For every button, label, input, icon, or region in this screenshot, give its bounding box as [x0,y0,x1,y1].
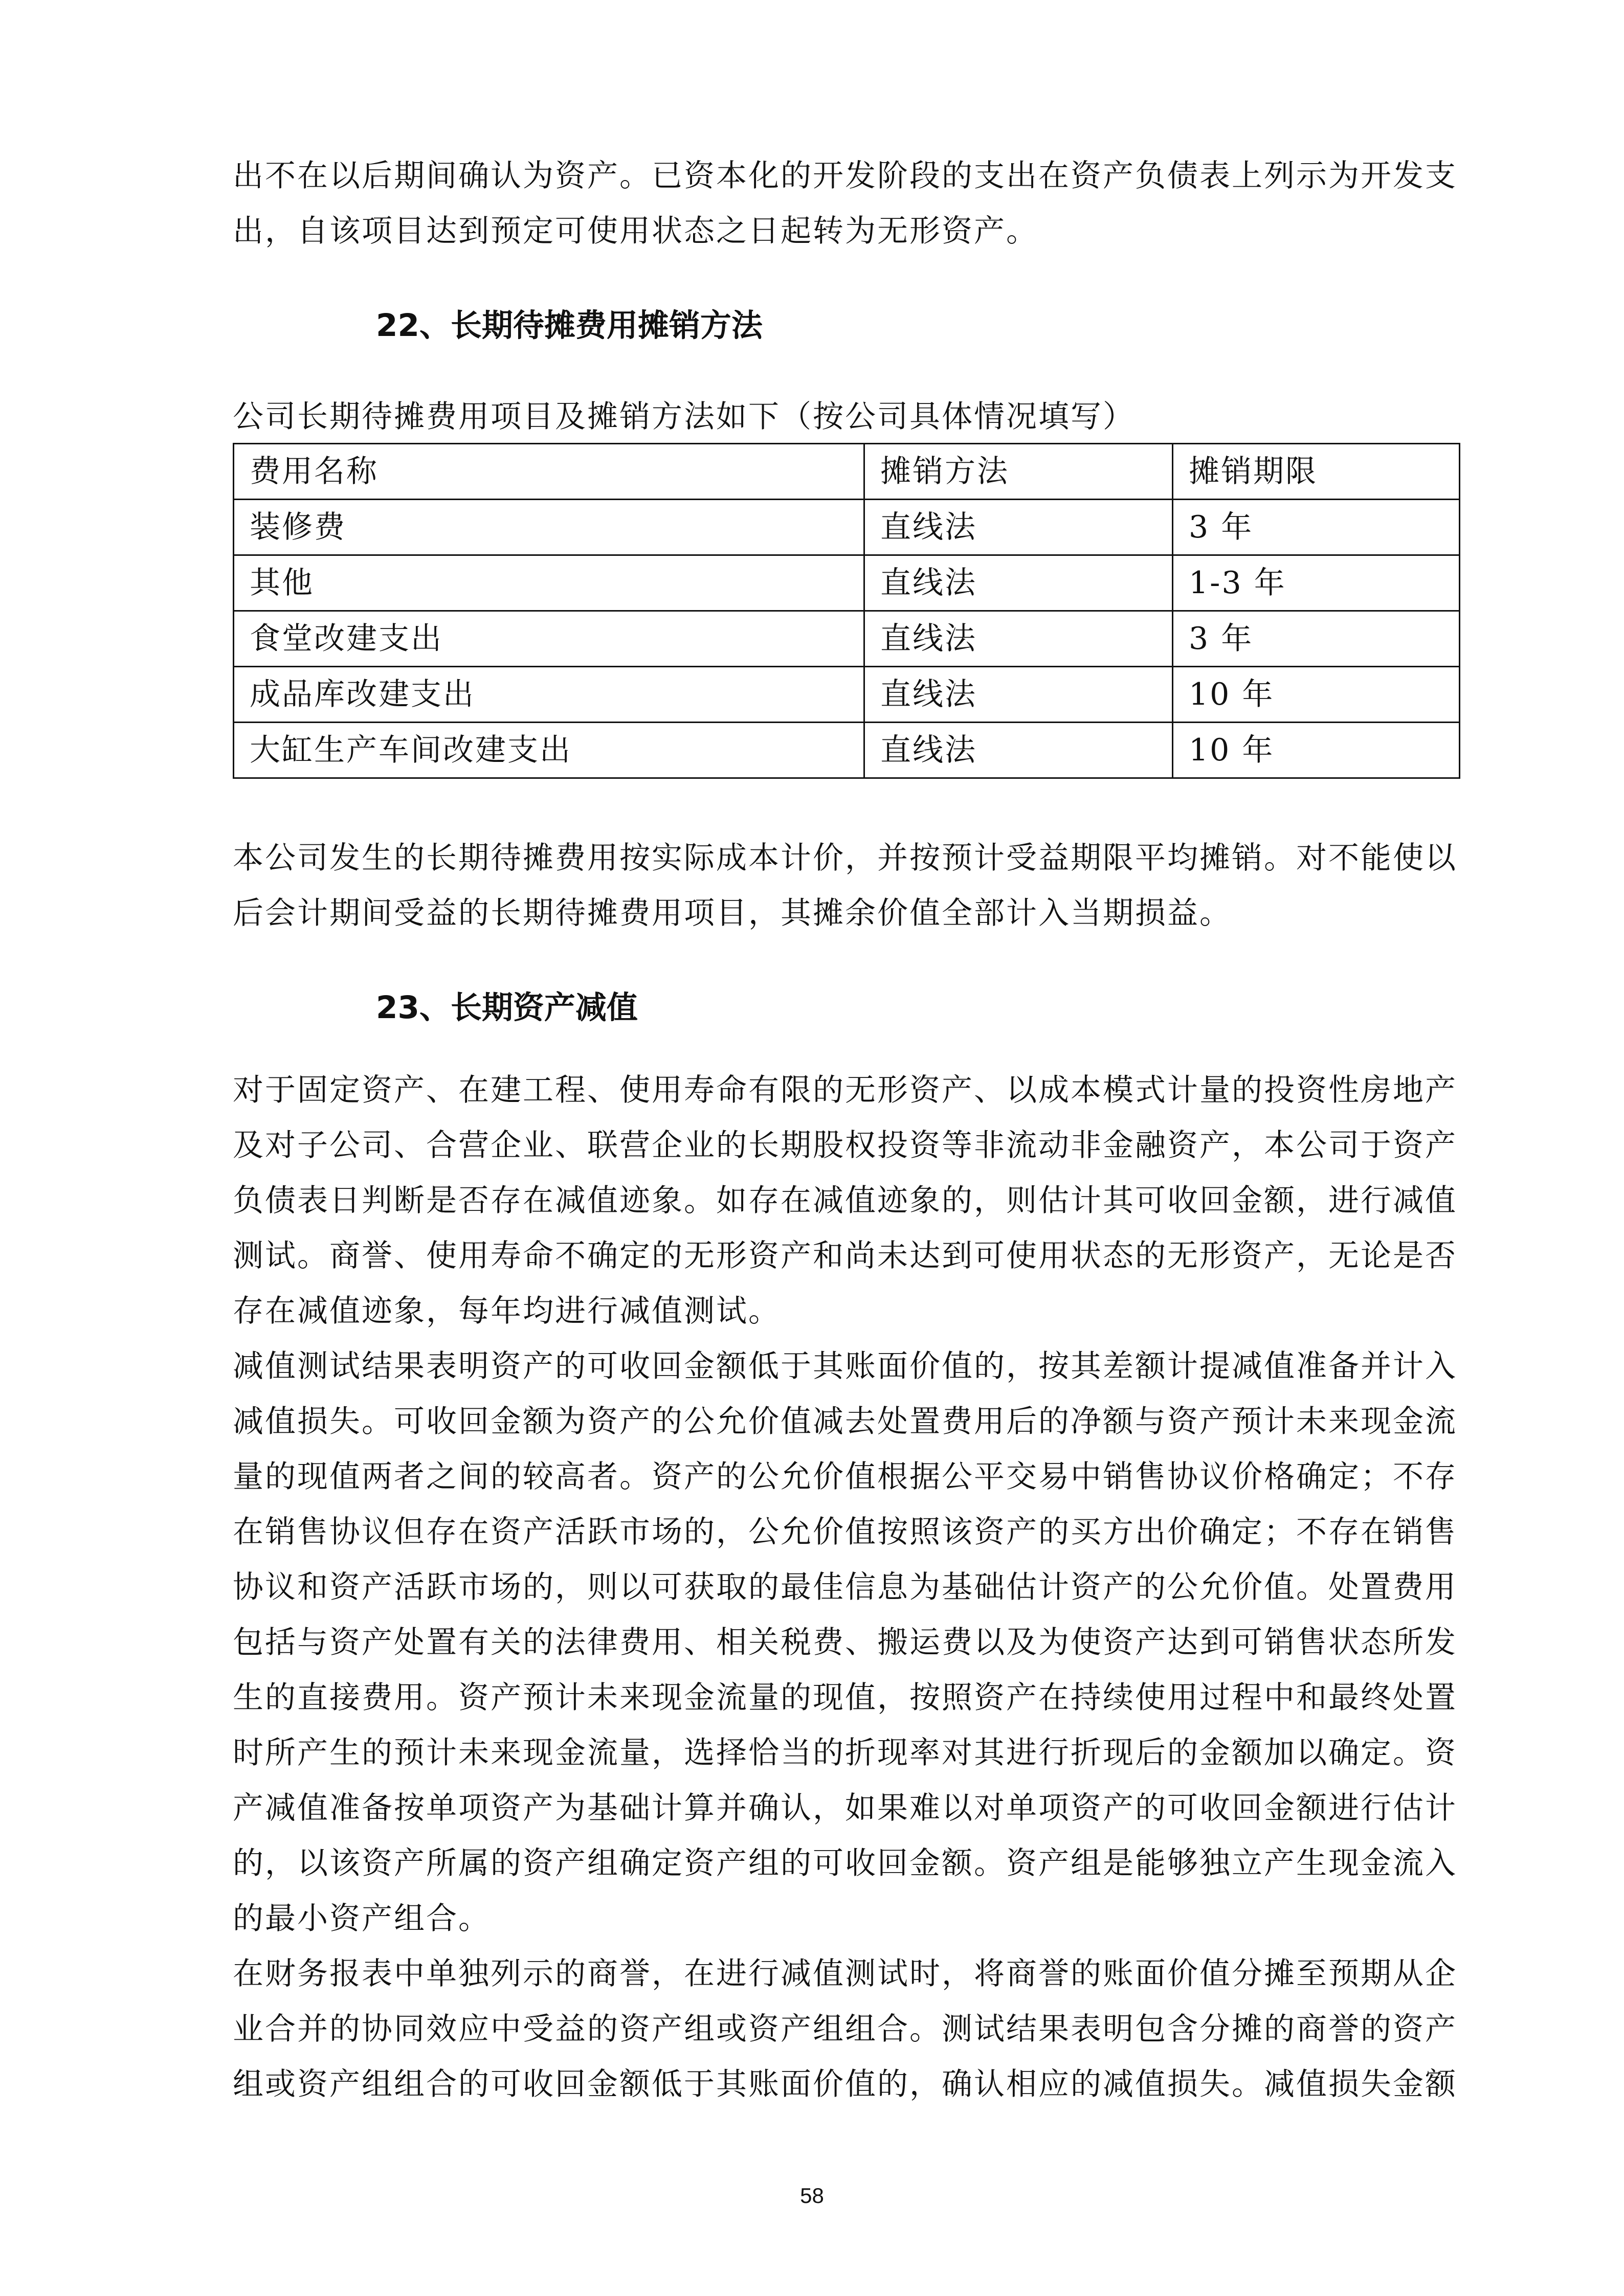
text-line: 业合并的协同效应中受益的资产组或资产组组合。测试结果表明包含分摊的商誉的资产 [233,2011,1457,2047]
page-number: 58 [800,2184,824,2208]
text-line: 在财务报表中单独列示的商誉，在进行减值测试时，将商誉的账面价值分摊至预期从企 [233,1956,1457,1992]
text-line: 量的现值两者之间的较高者。资产的公允价值根据公平交易中销售协议价格确定；不存 [233,1459,1457,1495]
text-line: 时所产生的预计未来现金流量，选择恰当的折现率对其进行折现后的金额加以确定。资 [233,1735,1457,1771]
text-line: 本公司发生的长期待摊费用按实际成本计价，并按预计受益期限平均摊销。对不能使以 [233,840,1457,876]
section-23-heading: 23、长期资产减值 [376,989,638,1026]
text-line: 出不在以后期间确认为资产。已资本化的开发阶段的支出在资产负债表上列示为开发支 [233,158,1457,194]
table-cell: 其他 [234,555,864,611]
header-cell: 费用名称 [234,444,864,500]
table-cell: 食堂改建支出 [234,611,864,667]
table-row [234,723,1460,778]
table-cell: 装修费 [234,500,864,555]
text-line: 产减值准备按单项资产为基础计算并确认，如果难以对单项资产的可收回金额进行估计 [233,1790,1457,1826]
text-line: 减值测试结果表明资产的可收回金额低于其账面价值的，按其差额计提减值准备并计入 [233,1348,1457,1384]
section-22-heading: 22、长期待摊费用摊销方法 [376,307,763,344]
table-cell: 直线法 [864,667,1173,723]
intro-paragraph [233,148,1460,259]
text-line: 的，以该资产所属的资产组确定资产组的可收回金额。资产组是能够独立产生现金流入 [233,1845,1457,1881]
table-cell: 成品库改建支出 [234,667,864,723]
text-line: 及对子公司、合营企业、联营企业的长期股权投资等非流动非金融资产，本公司于资产 [233,1128,1457,1163]
table-cell: 直线法 [864,723,1173,778]
table-row [234,555,1460,611]
header-cell: 摊销期限 [1173,444,1460,500]
table-header-row [234,444,1460,500]
text-line: 出，自该项目达到预定可使用状态之日起转为无形资产。 [233,213,1038,249]
text-line: 后会计期间受益的长期待摊费用项目，其摊余价值全部计入当期损益。 [233,895,1232,931]
text-line: 组或资产组组合的可收回金额低于其账面价值的，确认相应的减值损失。减值损失金额 [233,2066,1457,2102]
section-23-paragraphs [233,1063,1460,2112]
text-line: 减值损失。可收回金额为资产的公允价值减去处置费用后的净额与资产预计未来现金流 [233,1404,1457,1439]
table-caption: 公司长期待摊费用项目及摊销方法如下（按公司具体情况填写） [233,399,1135,435]
text-line: 存在减值迹象，每年均进行减值测试。 [233,1293,781,1329]
table-cell: 3 年 [1173,500,1460,555]
text-line: 测试。商誉、使用寿命不确定的无形资产和尚未达到可使用状态的无形资产，无论是否 [233,1238,1457,1274]
section-22-paragraph [233,830,1460,941]
table-row [234,667,1460,723]
table-cell: 1-3 年 [1173,555,1460,611]
text-line: 协议和资产活跃市场的，则以可获取的最佳信息为基础估计资产的公允价值。处置费用 [233,1569,1457,1605]
table-cell: 大缸生产车间改建支出 [234,723,864,778]
header-cell: 摊销方法 [864,444,1173,500]
text-line: 包括与资产处置有关的法律费用、相关税费、搬运费以及为使资产达到可销售状态所发 [233,1625,1457,1660]
amortization-table [233,443,1460,779]
table-cell: 直线法 [864,500,1173,555]
table-cell: 直线法 [864,555,1173,611]
table-cell: 10 年 [1173,723,1460,778]
table-cell: 3 年 [1173,611,1460,667]
text-line: 的最小资产组合。 [233,1901,491,1937]
text-line: 负债表日判断是否存在减值迹象。如存在减值迹象的，则估计其可收回金额，进行减值 [233,1183,1457,1219]
table-cell: 10 年 [1173,667,1460,723]
table-cell: 直线法 [864,611,1173,667]
text-line: 生的直接费用。资产预计未来现金流量的现值，按照资产在持续使用过程中和最终处置 [233,1680,1457,1716]
table-row [234,611,1460,667]
text-line: 对于固定资产、在建工程、使用寿命有限的无形资产、以成本模式计量的投资性房地产 [233,1072,1457,1108]
text-line: 在销售协议但存在资产活跃市场的，公允价值按照该资产的买方出价确定；不存在销售 [233,1514,1457,1550]
table-row [234,500,1460,555]
